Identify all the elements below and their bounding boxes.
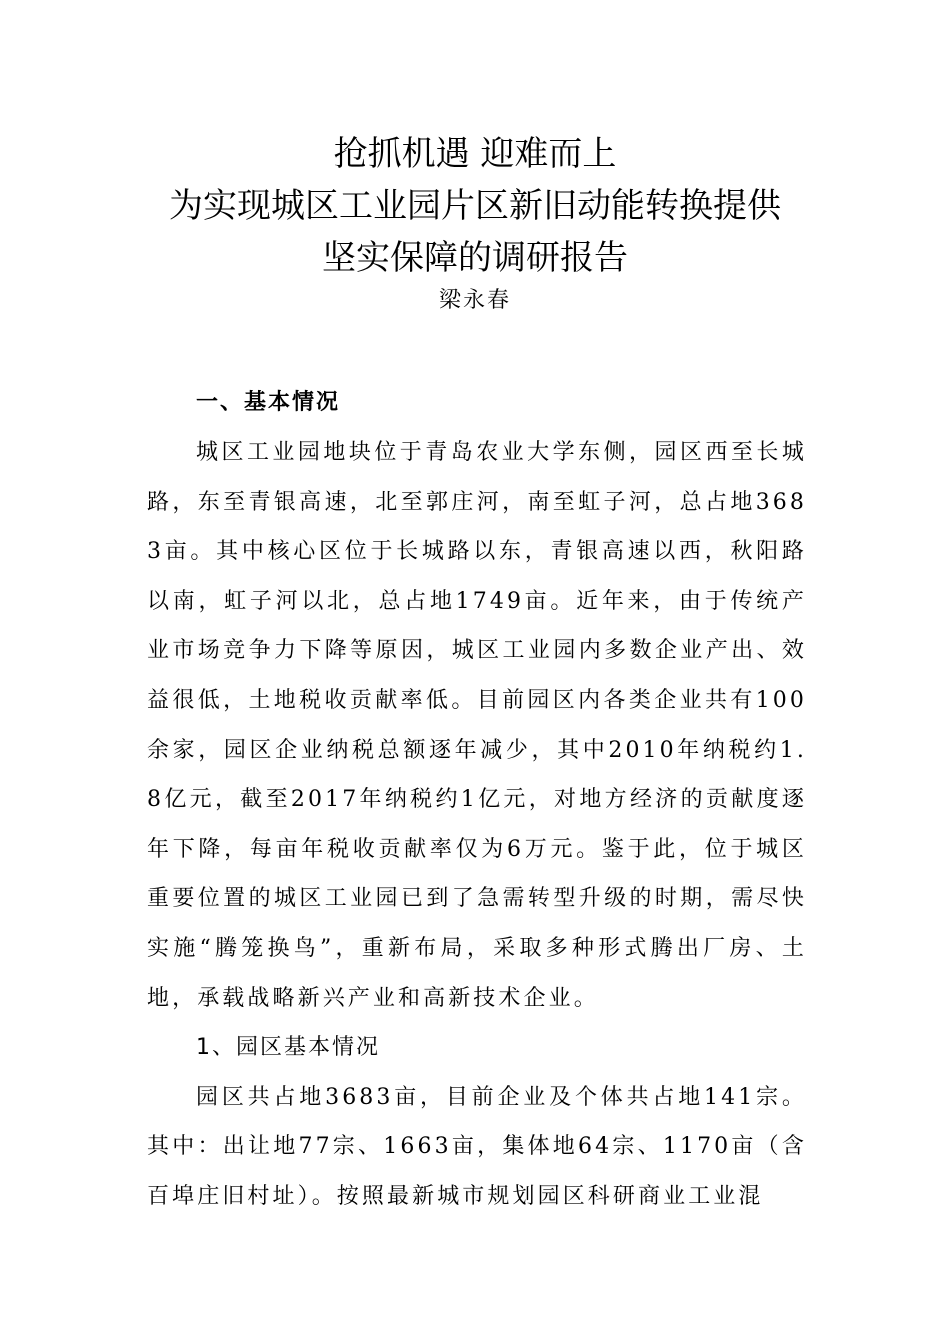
document-body xyxy=(147,378,807,1222)
subsection-heading-park-basics: 1、园区基本情况 xyxy=(196,1035,380,1061)
section-paragraph: 城区工业园地块位于青岛农业大学东侧，园区西至长城路，东至青银高速，北至郭庄河，南至虹子河，总占地3683亩。其中核心区位于长城路以东，青银高速以西，秋阳路以南，虹子河以北，总占地1749亩。近年来，由于传统产业市场竞争力下降等原因，城区工业园内多数企业产出、效益很低，土地税收贡献率低。目前园区内各类企业共有100余家，园区企业纳税总额逐年减少，其中2010年纳税约1.8亿元，截至2017年纳税约1亿元，对地方经济的贡献度逐年下降，每亩年税收贡献率仅为6万元。鉴于此，位于城区重要位置的城区工业园已到了急需转型升级的时期，需尽快实施“腾笼换鸟”，重新布局，采取多种形式腾出厂房、土地，承载战略新兴产业和高新技术企业。 xyxy=(147,440,807,1011)
title-line-1: 抢抓机遇 迎难而上 xyxy=(333,134,617,174)
title-line-2: 为实现城区工业园片区新旧动能转换提供 xyxy=(169,186,781,226)
subsection-paragraph: 园区共占地3683亩，目前企业及个体共占地141宗。其中：出让地77宗、1663亩，集体地64宗、1170亩（含百埠庄旧村址）。按照最新城市规划园区科研商业工业混 xyxy=(147,1084,807,1209)
section-heading-basic-situation: 一、基本情况 xyxy=(196,390,341,415)
author-name: 梁永春 xyxy=(438,288,511,313)
title-line-3: 坚实保障的调研报告 xyxy=(322,238,628,278)
document-title xyxy=(0,128,950,284)
